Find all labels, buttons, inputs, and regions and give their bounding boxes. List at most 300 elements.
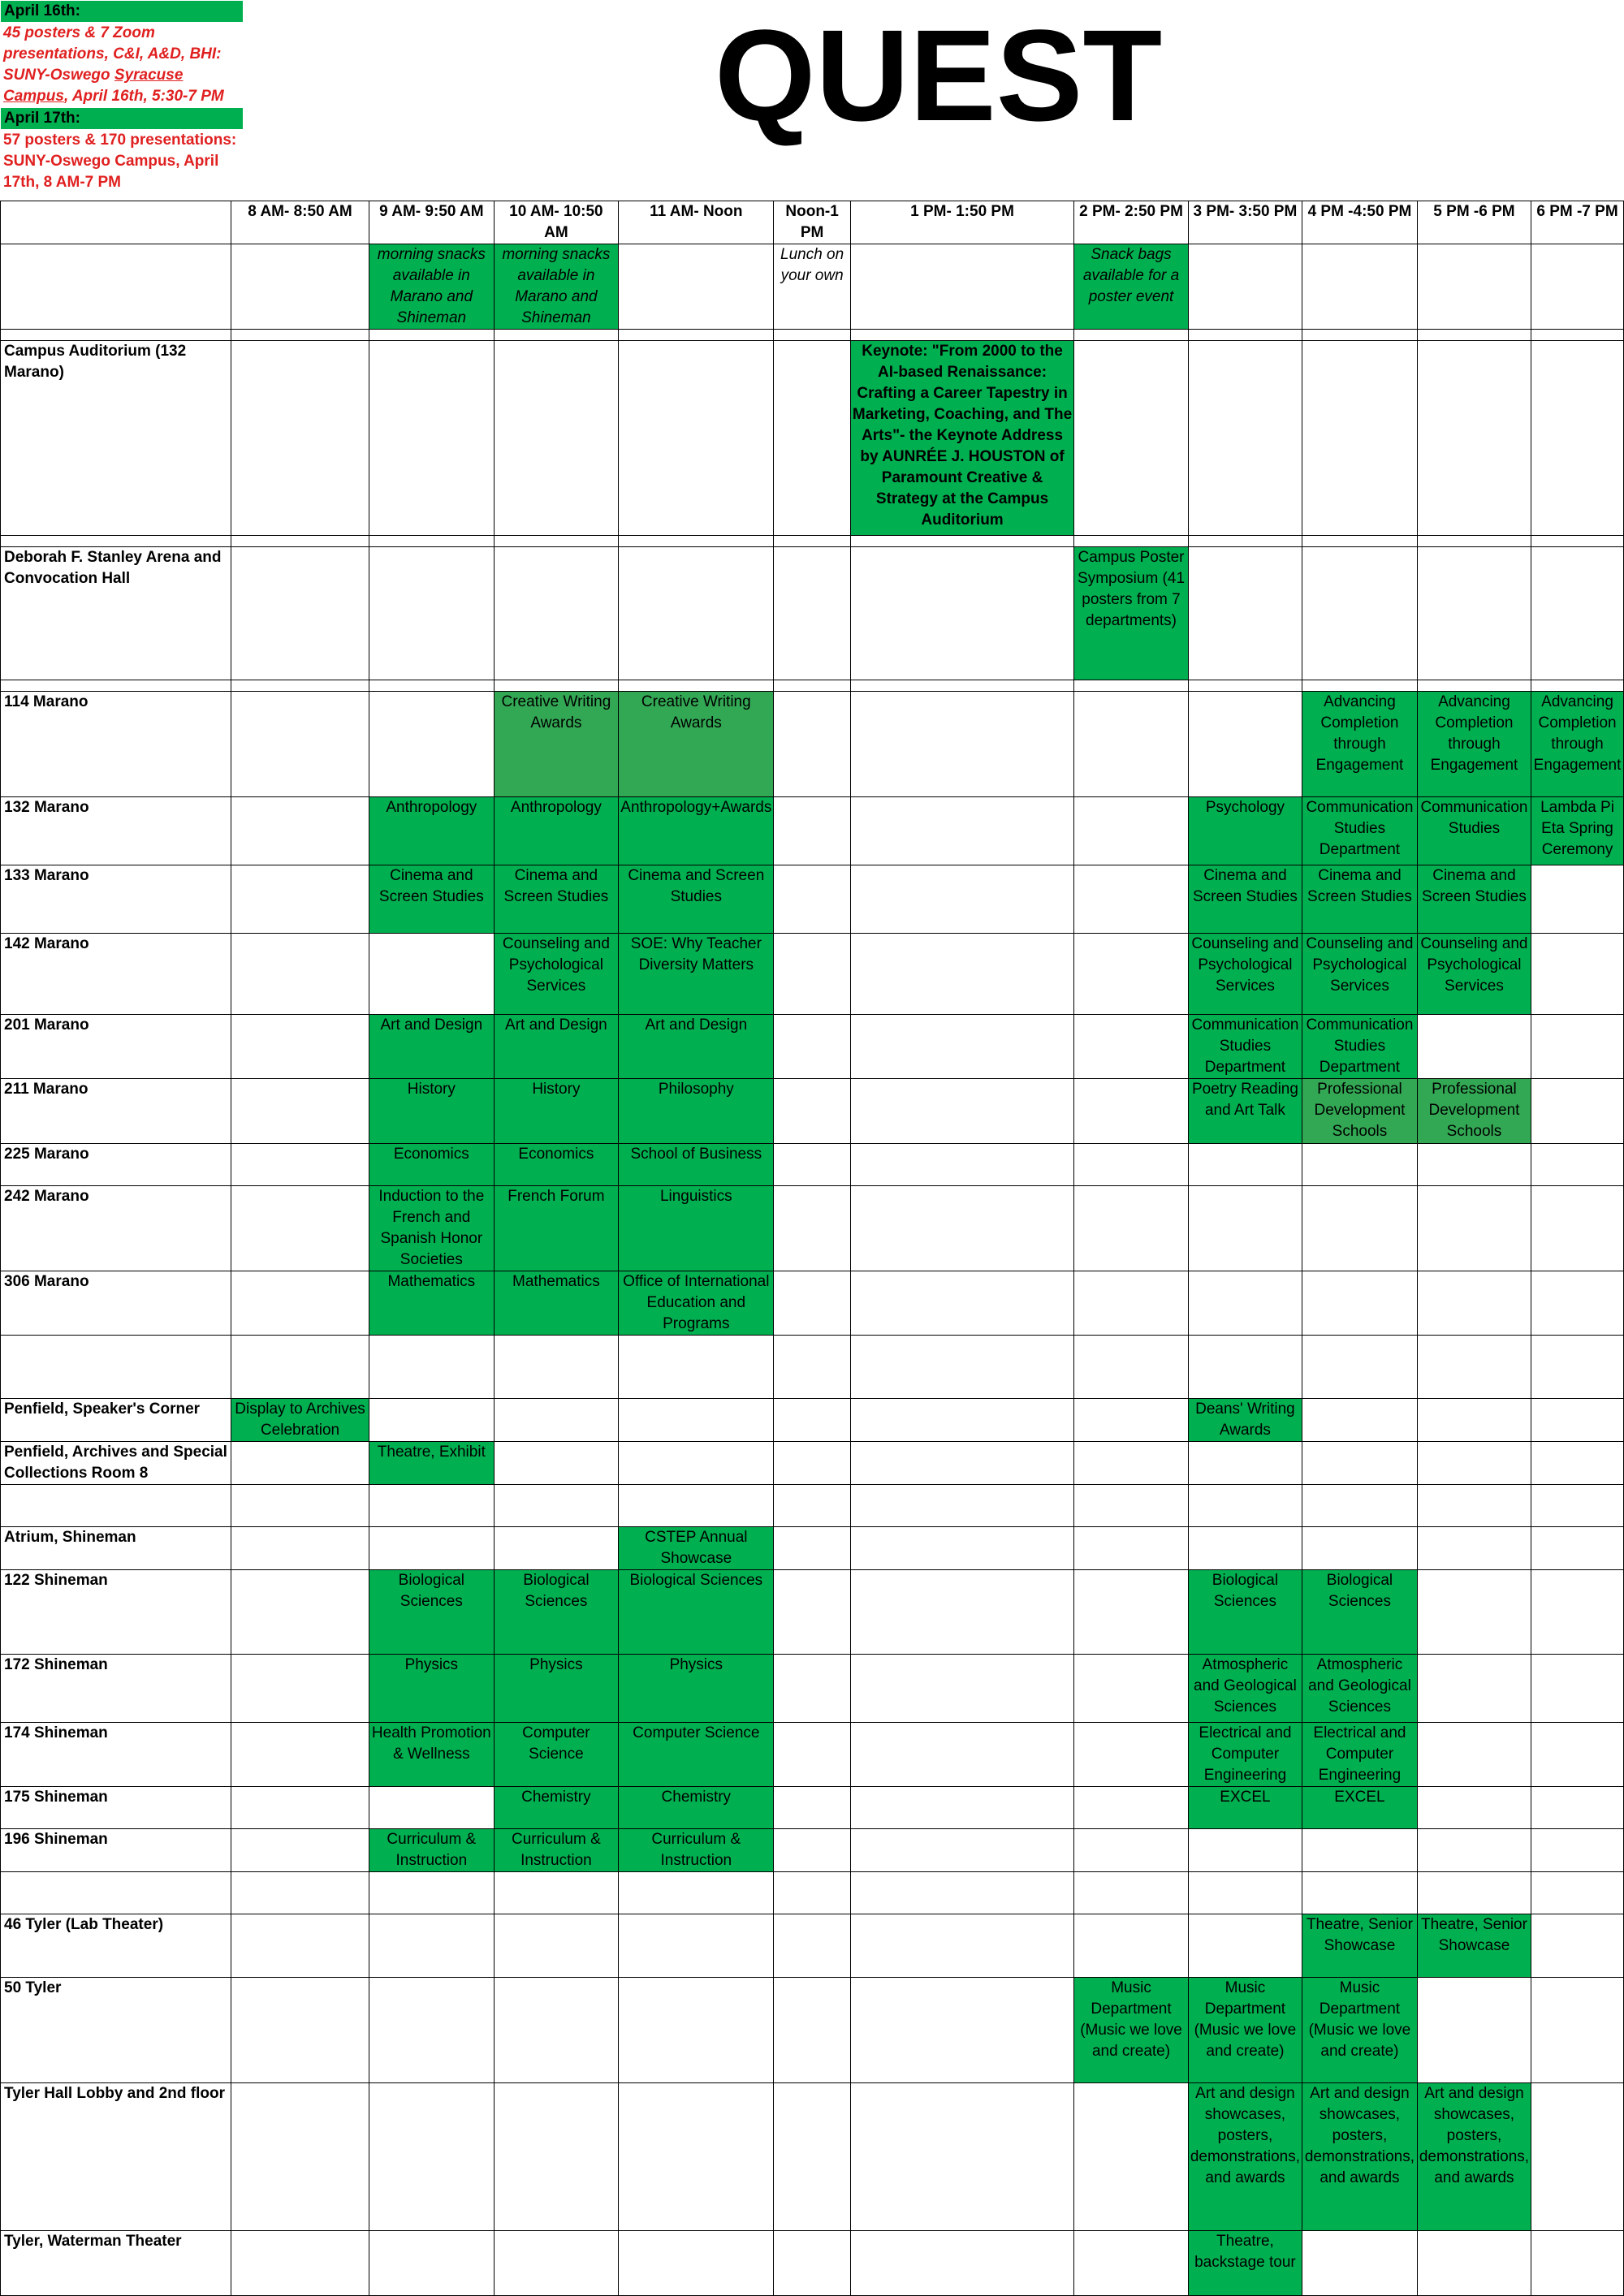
empty-cell (231, 1914, 369, 1978)
event-cell[interactable]: morning snacks available in Marano and Shineman (369, 244, 494, 330)
empty-cell (1188, 244, 1302, 330)
event-cell[interactable]: History (494, 1079, 619, 1144)
day2-details: 57 posters & 170 presentations: SUNY-Oswego Campus, April 17th, 8 AM-7 PM (3, 132, 237, 191)
empty-cell (1074, 1723, 1189, 1787)
room-row (1, 547, 1624, 680)
empty-cell (850, 1527, 1073, 1570)
event-cell[interactable]: Art and Design (369, 1015, 494, 1079)
event-cell[interactable]: Music Department (Music we love and create) (1302, 1978, 1418, 2083)
empty-cell (231, 1442, 369, 1485)
event-cell[interactable]: Physics (619, 1655, 774, 1723)
spacer-cell (1302, 680, 1418, 692)
spacer-cell (1417, 1872, 1531, 1914)
empty-cell (369, 2083, 494, 2231)
event-cell[interactable]: Computer Science (494, 1723, 619, 1787)
event-cell[interactable]: Cinema and Screen Studies (369, 865, 494, 934)
empty-cell (1417, 1442, 1531, 1485)
empty-cell (774, 1186, 851, 1271)
schedule-grid (0, 201, 1624, 2296)
empty-cell (850, 1978, 1073, 2083)
spacer-cell (1531, 330, 1624, 341)
empty-cell (1302, 1399, 1418, 1442)
event-cell[interactable]: Physics (494, 1655, 619, 1723)
empty-cell (231, 2083, 369, 2231)
room-row (1, 2231, 1624, 2296)
event-cell[interactable]: Art and Design (619, 1015, 774, 1079)
empty-cell (231, 1978, 369, 2083)
event-cell[interactable]: Theatre, Senior Showcase (1417, 1914, 1531, 1978)
event-cell[interactable]: Biological Sciences (1188, 1570, 1302, 1655)
spacer-cell (494, 536, 619, 547)
event-cell[interactable]: Theatre, Exhibit (369, 1442, 494, 1485)
page-title: QUEST (715, 2, 1163, 148)
event-cell[interactable]: Curriculum & Instruction (494, 1829, 619, 1872)
empty-cell (1417, 1829, 1531, 1872)
empty-cell (1074, 1442, 1189, 1485)
empty-cell (231, 692, 369, 797)
event-cell[interactable]: Counseling and Psychological Services (1188, 934, 1302, 1015)
time-slot-header: 9 AM- 9:50 AM (369, 201, 494, 244)
empty-cell (850, 1144, 1073, 1186)
event-cell[interactable]: Advancing Completion through Engagement (1417, 692, 1531, 797)
room-label: Atrium, Shineman (1, 1527, 231, 1570)
empty-cell (774, 1271, 851, 1336)
event-cell[interactable]: Computer Science (619, 1723, 774, 1787)
empty-cell (1531, 1914, 1624, 1978)
spacer-cell (1302, 536, 1418, 547)
event-cell[interactable]: Art and design showcases, posters, demonstrations, and awards (1302, 2083, 1418, 2231)
spacer-cell (1531, 680, 1624, 692)
empty-cell (1074, 2231, 1189, 2296)
empty-cell (1188, 547, 1302, 680)
empty-cell (619, 2083, 774, 2231)
empty-cell (850, 1723, 1073, 1787)
corner-cell (1, 201, 231, 244)
spacer-cell (1074, 330, 1189, 341)
event-cell[interactable]: Induction to the French and Spanish Honor Societies (369, 1186, 494, 1271)
room-label: Penfield, Speaker's Corner (1, 1399, 231, 1442)
time-slot-header: 4 PM -4:50 PM (1302, 201, 1418, 244)
empty-cell (774, 2231, 851, 2296)
spacer-cell (1188, 1485, 1302, 1527)
spacer-cell (231, 1872, 369, 1914)
empty-cell (1074, 934, 1189, 1015)
empty-cell (1188, 1527, 1302, 1570)
empty-cell (774, 1570, 851, 1655)
room-label: 46 Tyler (Lab Theater) (1, 1914, 231, 1978)
event-cell[interactable]: Health Promotion & Wellness (369, 1723, 494, 1787)
spacer-cell (1417, 330, 1531, 341)
room-label: 306 Marano (1, 1271, 231, 1336)
event-cell[interactable]: Cinema and Screen Studies (1188, 865, 1302, 934)
spacer-cell (1188, 536, 1302, 547)
event-cell[interactable]: CSTEP Annual Showcase (619, 1527, 774, 1570)
empty-cell (494, 2083, 619, 2231)
room-label: 211 Marano (1, 1079, 231, 1144)
event-cell[interactable]: History (369, 1079, 494, 1144)
syracuse-campus-link[interactable]: Syracuse Campus (3, 67, 184, 105)
empty-cell (1074, 1271, 1189, 1336)
empty-cell (1417, 244, 1531, 330)
event-cell[interactable]: Creative Writing Awards (619, 692, 774, 797)
event-cell[interactable]: Keynote: "From 2000 to the AI-based Renaissance: Crafting a Career Tapestry in Marketing, Coaching, and The Arts"- the Keynote Address by AUNRÉE J. HOUSTON of Paramount Creative & Strategy at the Campus Auditorium (850, 341, 1073, 536)
empty-cell (774, 1144, 851, 1186)
empty-cell (1531, 865, 1624, 934)
empty-cell (850, 865, 1073, 934)
empty-cell (369, 1914, 494, 1978)
empty-cell (1531, 1723, 1624, 1787)
spacer-row (1, 1872, 1624, 1914)
spacer-cell (369, 1872, 494, 1914)
spacer-row (1, 680, 1624, 692)
empty-cell (494, 1978, 619, 2083)
room-label: 225 Marano (1, 1144, 231, 1186)
spacer-cell (231, 1485, 369, 1527)
empty-cell (369, 1978, 494, 2083)
empty-cell (1188, 1442, 1302, 1485)
spacer-cell (494, 1872, 619, 1914)
event-cell[interactable]: Cinema and Screen Studies (619, 865, 774, 934)
event-cell[interactable]: Chemistry (619, 1787, 774, 1829)
event-cell[interactable]: Atmospheric and Geological Sciences (1302, 1655, 1418, 1723)
empty-cell (494, 1442, 619, 1485)
empty-cell (369, 692, 494, 797)
spacer-row (1, 536, 1624, 547)
empty-cell (1074, 1399, 1189, 1442)
spacer-cell (1531, 1872, 1624, 1914)
empty-cell (774, 1527, 851, 1570)
empty-cell (1531, 1079, 1624, 1144)
empty-cell (850, 1570, 1073, 1655)
empty-cell (231, 244, 369, 330)
empty-cell (231, 341, 369, 536)
event-cell[interactable]: Theatre, backstage tour (1188, 2231, 1302, 2296)
empty-cell (1074, 1015, 1189, 1079)
day1-details: 45 posters & 7 Zoom presentations, C&I, A&D, BHI: SUNY-Oswego Syracuse Campus, April 16th, 5:30-7 PM (3, 24, 224, 105)
room-row (1, 1978, 1624, 2083)
event-cell[interactable]: Curriculum & Instruction (619, 1829, 774, 1872)
spacer-cell (1074, 680, 1189, 692)
empty-cell (1417, 1015, 1531, 1079)
event-cell[interactable]: Biological Sciences (619, 1570, 774, 1655)
room-label: 133 Marano (1, 865, 231, 934)
event-cell[interactable]: EXCEL (1302, 1787, 1418, 1829)
event-cell[interactable]: Lambda Pi Eta Spring Ceremony (1531, 797, 1624, 865)
spacer-cell (619, 536, 774, 547)
empty-cell (1417, 1271, 1531, 1336)
event-cell[interactable]: Counseling and Psychological Services (494, 934, 619, 1015)
spacer-cell (1188, 330, 1302, 341)
day1-header: April 16th: (0, 0, 244, 23)
empty-cell (231, 1787, 369, 1829)
empty-cell (1302, 341, 1418, 536)
empty-cell (1531, 1829, 1624, 1872)
room-row (1, 341, 1624, 536)
empty-cell (1417, 1570, 1531, 1655)
empty-cell (850, 1079, 1073, 1144)
event-cell[interactable]: Physics (369, 1655, 494, 1723)
empty-cell (231, 934, 369, 1015)
event-cell[interactable]: Creative Writing Awards (494, 692, 619, 797)
event-cell[interactable]: Curriculum & Instruction (369, 1829, 494, 1872)
event-cell[interactable]: Deans' Writing Awards (1188, 1399, 1302, 1442)
spacer-row (1, 1336, 1624, 1399)
empty-cell (850, 547, 1073, 680)
room-row (1, 1527, 1624, 1570)
empty-cell (1531, 1399, 1624, 1442)
room-row (1, 1787, 1624, 1829)
empty-cell (1302, 244, 1418, 330)
empty-cell (1074, 1144, 1189, 1186)
spacer-cell (369, 1485, 494, 1527)
empty-cell (1188, 341, 1302, 536)
event-cell[interactable]: Philosophy (619, 1079, 774, 1144)
empty-cell (1417, 2231, 1531, 2296)
event-cell[interactable]: Atmospheric and Geological Sciences (1188, 1655, 1302, 1723)
empty-cell (231, 1570, 369, 1655)
event-cell[interactable]: Advancing Completion through Engagement (1531, 692, 1624, 797)
spacer-cell (1188, 1336, 1302, 1399)
event-cell[interactable]: Communication Studies (1417, 797, 1531, 865)
event-cell[interactable]: Campus Poster Symposium (41 posters from 7 departments) (1074, 547, 1189, 680)
empty-cell (774, 934, 851, 1015)
room-label: 242 Marano (1, 1186, 231, 1271)
empty-cell (1531, 1787, 1624, 1829)
event-cell[interactable]: Art and design showcases, posters, demonstrations, and awards (1417, 2083, 1531, 2231)
event-cell[interactable]: Communication Studies Department (1302, 797, 1418, 865)
spacer-cell (231, 680, 369, 692)
event-cell[interactable]: Chemistry (494, 1787, 619, 1829)
event-cell[interactable]: Biological Sciences (494, 1570, 619, 1655)
empty-cell (1531, 1978, 1624, 2083)
spacer-cell (619, 1336, 774, 1399)
event-cell[interactable]: Biological Sciences (369, 1570, 494, 1655)
room-label: Tyler, Waterman Theater (1, 2231, 231, 2296)
room-row (1, 934, 1624, 1015)
empty-cell (850, 2231, 1073, 2296)
room-label: 50 Tyler (1, 1978, 231, 2083)
room-row (1, 1829, 1624, 1872)
empty-cell (1074, 865, 1189, 934)
spacer-cell (1531, 1336, 1624, 1399)
event-cell[interactable]: Art and Design (494, 1015, 619, 1079)
empty-cell (774, 865, 851, 934)
spacer-cell (850, 680, 1073, 692)
event-cell[interactable]: Cinema and Screen Studies (1302, 865, 1418, 934)
time-slot-header: 5 PM -6 PM (1417, 201, 1531, 244)
spacer-cell (1074, 1336, 1189, 1399)
event-cell[interactable]: Mathematics (369, 1271, 494, 1336)
spacer-cell (369, 680, 494, 692)
event-cell[interactable]: Communication Studies Department (1188, 1015, 1302, 1079)
empty-cell (1417, 1186, 1531, 1271)
event-cell[interactable]: Economics (369, 1144, 494, 1186)
event-cell[interactable]: Music Department (Music we love and create) (1188, 1978, 1302, 2083)
spacer-cell (369, 1336, 494, 1399)
empty-cell (1417, 1399, 1531, 1442)
event-cell[interactable]: morning snacks available in Marano and Shineman (494, 244, 619, 330)
event-cell[interactable]: Anthropology (494, 797, 619, 865)
empty-cell (369, 1527, 494, 1570)
empty-cell (1302, 1144, 1418, 1186)
event-cell[interactable]: Counseling and Psychological Services (1417, 934, 1531, 1015)
event-cell[interactable]: School of Business (619, 1144, 774, 1186)
event-cell[interactable]: SOE: Why Teacher Diversity Matters (619, 934, 774, 1015)
empty-cell (369, 547, 494, 680)
event-cell[interactable]: EXCEL (1188, 1787, 1302, 1829)
event-cell[interactable]: Electrical and Computer Engineering (1302, 1723, 1418, 1787)
room-row (1, 244, 1624, 330)
spacer-cell (1074, 1485, 1189, 1527)
empty-cell (231, 1144, 369, 1186)
event-cell[interactable]: Anthropology (369, 797, 494, 865)
empty-cell (1417, 1723, 1531, 1787)
empty-cell (494, 547, 619, 680)
spacer-cell (1417, 1336, 1531, 1399)
empty-cell (1074, 341, 1189, 536)
empty-cell (1417, 1144, 1531, 1186)
event-cell[interactable]: Cinema and Screen Studies (1417, 865, 1531, 934)
empty-cell (774, 1655, 851, 1723)
room-row (1, 1079, 1624, 1144)
room-row (1, 1723, 1624, 1787)
event-cell[interactable]: Biological Sciences (1302, 1570, 1418, 1655)
room-label: 114 Marano (1, 692, 231, 797)
empty-cell (774, 341, 851, 536)
event-cell[interactable]: Snack bags available for a poster event (1074, 244, 1189, 330)
event-cell[interactable]: French Forum (494, 1186, 619, 1271)
empty-cell (1302, 1271, 1418, 1336)
empty-cell (369, 2231, 494, 2296)
empty-cell (850, 1442, 1073, 1485)
event-cell[interactable]: Advancing Completion through Engagement (1302, 692, 1418, 797)
event-cell[interactable]: Lunch on your own (774, 244, 851, 330)
room-row (1, 692, 1624, 797)
room-row (1, 1655, 1624, 1723)
spacer-cell (1417, 680, 1531, 692)
empty-cell (1074, 1829, 1189, 1872)
spacer-cell (1302, 1872, 1418, 1914)
empty-cell (1188, 1186, 1302, 1271)
empty-cell (1302, 2231, 1418, 2296)
empty-cell (1531, 1655, 1624, 1723)
empty-cell (774, 1079, 851, 1144)
spacer-cell (774, 1336, 851, 1399)
time-slot-header: 10 AM- 10:50 AM (494, 201, 619, 244)
event-cell[interactable]: Office of International Education and Programs (619, 1271, 774, 1336)
event-cell[interactable]: Poetry Reading and Art Talk (1188, 1079, 1302, 1144)
empty-cell (231, 1829, 369, 1872)
empty-cell (1302, 1186, 1418, 1271)
event-cell[interactable]: Economics (494, 1144, 619, 1186)
empty-cell (774, 1399, 851, 1442)
empty-cell (231, 1015, 369, 1079)
event-cell[interactable]: Professional Development Schools (1302, 1079, 1418, 1144)
spacer-cell (494, 1336, 619, 1399)
empty-cell (1188, 1144, 1302, 1186)
empty-cell (774, 2083, 851, 2231)
header-row (1, 201, 1624, 244)
event-cell[interactable]: Display to Archives Celebration (231, 1399, 369, 1442)
empty-cell (1074, 692, 1189, 797)
room-label: 175 Shineman (1, 1787, 231, 1829)
time-slot-header: 3 PM- 3:50 PM (1188, 201, 1302, 244)
empty-cell (774, 1723, 851, 1787)
room-label: 132 Marano (1, 797, 231, 865)
spacer-cell (1302, 330, 1418, 341)
empty-cell (774, 1914, 851, 1978)
event-cell[interactable]: Communication Studies Department (1302, 1015, 1418, 1079)
empty-cell (850, 1914, 1073, 1978)
empty-cell (1188, 1829, 1302, 1872)
room-row (1, 865, 1624, 934)
empty-cell (1417, 1527, 1531, 1570)
spacer-cell (1074, 1872, 1189, 1914)
empty-cell (850, 1271, 1073, 1336)
empty-cell (369, 1787, 494, 1829)
empty-cell (774, 797, 851, 865)
spacer-cell (774, 536, 851, 547)
room-label: Campus Auditorium (132 Marano) (1, 341, 231, 536)
empty-cell (1531, 1527, 1624, 1570)
event-cell[interactable]: Counseling and Psychological Services (1302, 934, 1418, 1015)
spacer-cell (774, 1872, 851, 1914)
event-cell[interactable]: Anthropology+Awards (619, 797, 774, 865)
spacer-cell (1531, 536, 1624, 547)
empty-cell (1531, 934, 1624, 1015)
spacer-cell (1302, 1336, 1418, 1399)
empty-cell (369, 1399, 494, 1442)
empty-cell (1188, 1271, 1302, 1336)
spacer-cell (850, 1336, 1073, 1399)
event-cell[interactable]: Art and design showcases, posters, demonstrations, and awards (1188, 2083, 1302, 2231)
event-cell[interactable]: Electrical and Computer Engineering (1188, 1723, 1302, 1787)
empty-cell (1074, 1570, 1189, 1655)
empty-cell (850, 1399, 1073, 1442)
spacer-cell (1417, 1485, 1531, 1527)
empty-cell (231, 547, 369, 680)
event-cell[interactable]: Linguistics (619, 1186, 774, 1271)
empty-cell (1531, 1186, 1624, 1271)
event-cell[interactable]: Mathematics (494, 1271, 619, 1336)
spacer-cell (1, 1336, 231, 1399)
spacer-cell (619, 330, 774, 341)
empty-cell (494, 1527, 619, 1570)
spacer-cell (1, 1485, 231, 1527)
empty-cell (619, 2231, 774, 2296)
event-cell[interactable]: Theatre, Senior Showcase (1302, 1914, 1418, 1978)
spacer-cell (1302, 1485, 1418, 1527)
spacer-cell (850, 1872, 1073, 1914)
empty-cell (1531, 1015, 1624, 1079)
empty-cell (1074, 1655, 1189, 1723)
spacer-cell (850, 536, 1073, 547)
empty-cell (774, 1829, 851, 1872)
event-cell[interactable]: Psychology (1188, 797, 1302, 865)
event-cell[interactable]: Music Department (Music we love and create) (1074, 1978, 1189, 2083)
empty-cell (774, 1015, 851, 1079)
empty-cell (1417, 1787, 1531, 1829)
room-row (1, 1271, 1624, 1336)
event-cell[interactable]: Professional Development Schools (1417, 1079, 1531, 1144)
spacer-cell (231, 1336, 369, 1399)
event-cell[interactable]: Cinema and Screen Studies (494, 865, 619, 934)
room-label: 196 Shineman (1, 1829, 231, 1872)
empty-cell (1531, 1442, 1624, 1485)
spacer-cell (1, 1872, 231, 1914)
empty-cell (1302, 547, 1418, 680)
spacer-cell (1, 330, 231, 341)
